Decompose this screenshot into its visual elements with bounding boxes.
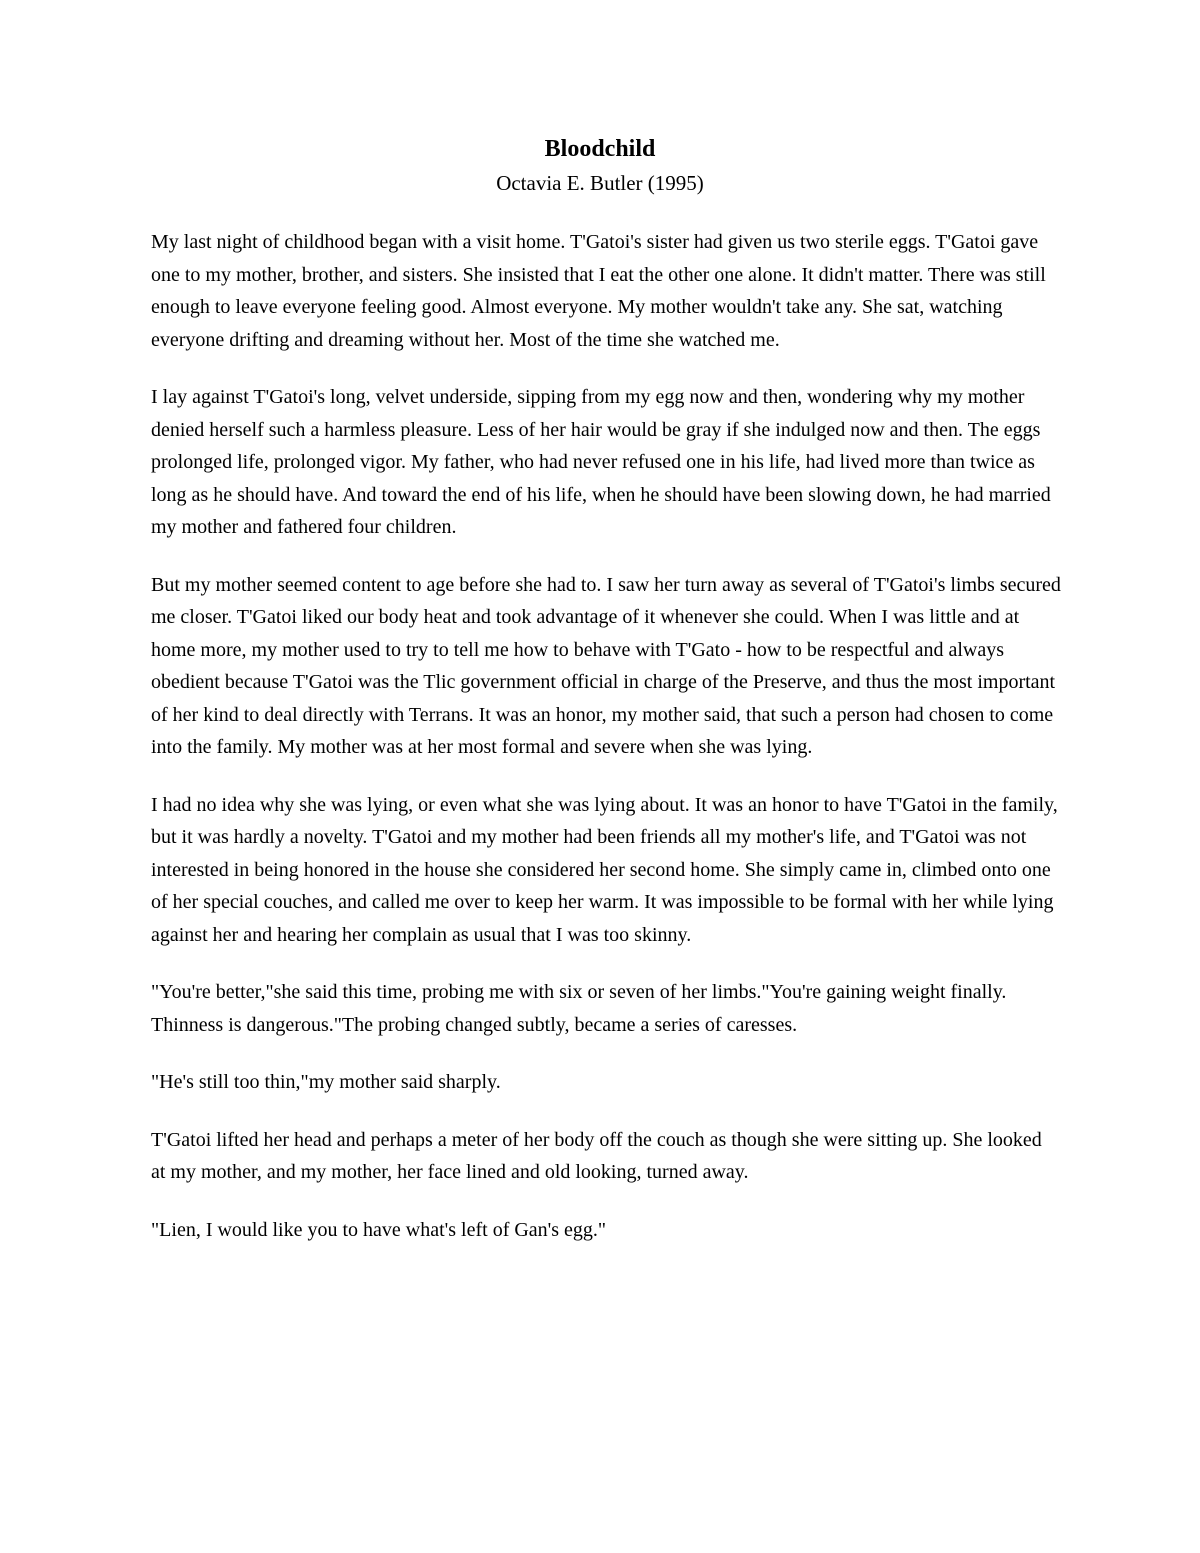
- document-byline: Octavia E. Butler (1995): [496, 171, 704, 195]
- paragraph-6: "He's still too thin,"my mother said sharply.: [151, 1071, 501, 1093]
- document-body: [151, 226, 1061, 1271]
- paragraph-7: T'Gatoi lifted her head and perhaps a meter of her body off the couch as though she were sitting up. She looked at my mother, and my mother, her face lined and old looking, turned away.: [151, 1128, 1042, 1183]
- paragraph-4: I had no idea why she was lying, or even what she was lying about. It was an honor to have T'Gatoi in the family, but it was hardly a novelty. T'Gatoi and my mother had been friends all my mother's life, and T'Gatoi was not interested in being honored in the house she considered her second home. She simply came in, climbed onto one of her special couches, and called me over to keep her warm. It was impossible to be formal with her while lying against her and hearing her complain as usual that I was too skinny.: [151, 793, 1058, 946]
- paragraph-1: My last night of childhood began with a visit home. T'Gatoi's sister had given us two sterile eggs. T'Gatoi gave one to my mother, brother, and sisters. She insisted that I eat the other one alone. It didn't matter. There was still enough to leave everyone feeling good. Almost everyone. My mother wouldn't take any. She sat, watching everyone drifting and dreaming without her. Most of the time she watched me.: [151, 231, 1046, 351]
- paragraph-2: I lay against T'Gatoi's long, velvet underside, sipping from my egg now and then, wondering why my mother denied herself such a harmless pleasure. Less of her hair would be gray if she indulged now and then. The eggs prolonged life, prolonged vigor. My father, who had never refused one in his life, had lived more than twice as long as he should have. And toward the end of his life, when he should have been slowing down, he had married my mother and fathered four children.: [151, 386, 1051, 538]
- paragraph-3: But my mother seemed content to age before she had to. I saw her turn away as several of T'Gatoi's limbs secured me closer. T'Gatoi liked our body heat and took advantage of it whenever she could. When I was little and at home more, my mother used to try to tell me how to behave with T'Gato - how to be respectful and always obedient because T'Gatoi was the Tlic government official in charge of the Preserve, and thus the most important of her kind to deal directly with Terrans. It was an honor, my mother said, that such a person had chosen to come into the family. My mother was at her most formal and severe when she was lying.: [151, 573, 1061, 758]
- paragraph-5: "You're better,"she said this time, probing me with six or seven of her limbs."You're gaining weight finally. Thinness is dangerous."The probing changed subtly, became a series of caresses.: [151, 981, 1007, 1036]
- document-title: Bloodchild: [544, 136, 656, 162]
- paragraph-8: "Lien, I would like you to have what's left of Gan's egg.": [151, 1218, 607, 1241]
